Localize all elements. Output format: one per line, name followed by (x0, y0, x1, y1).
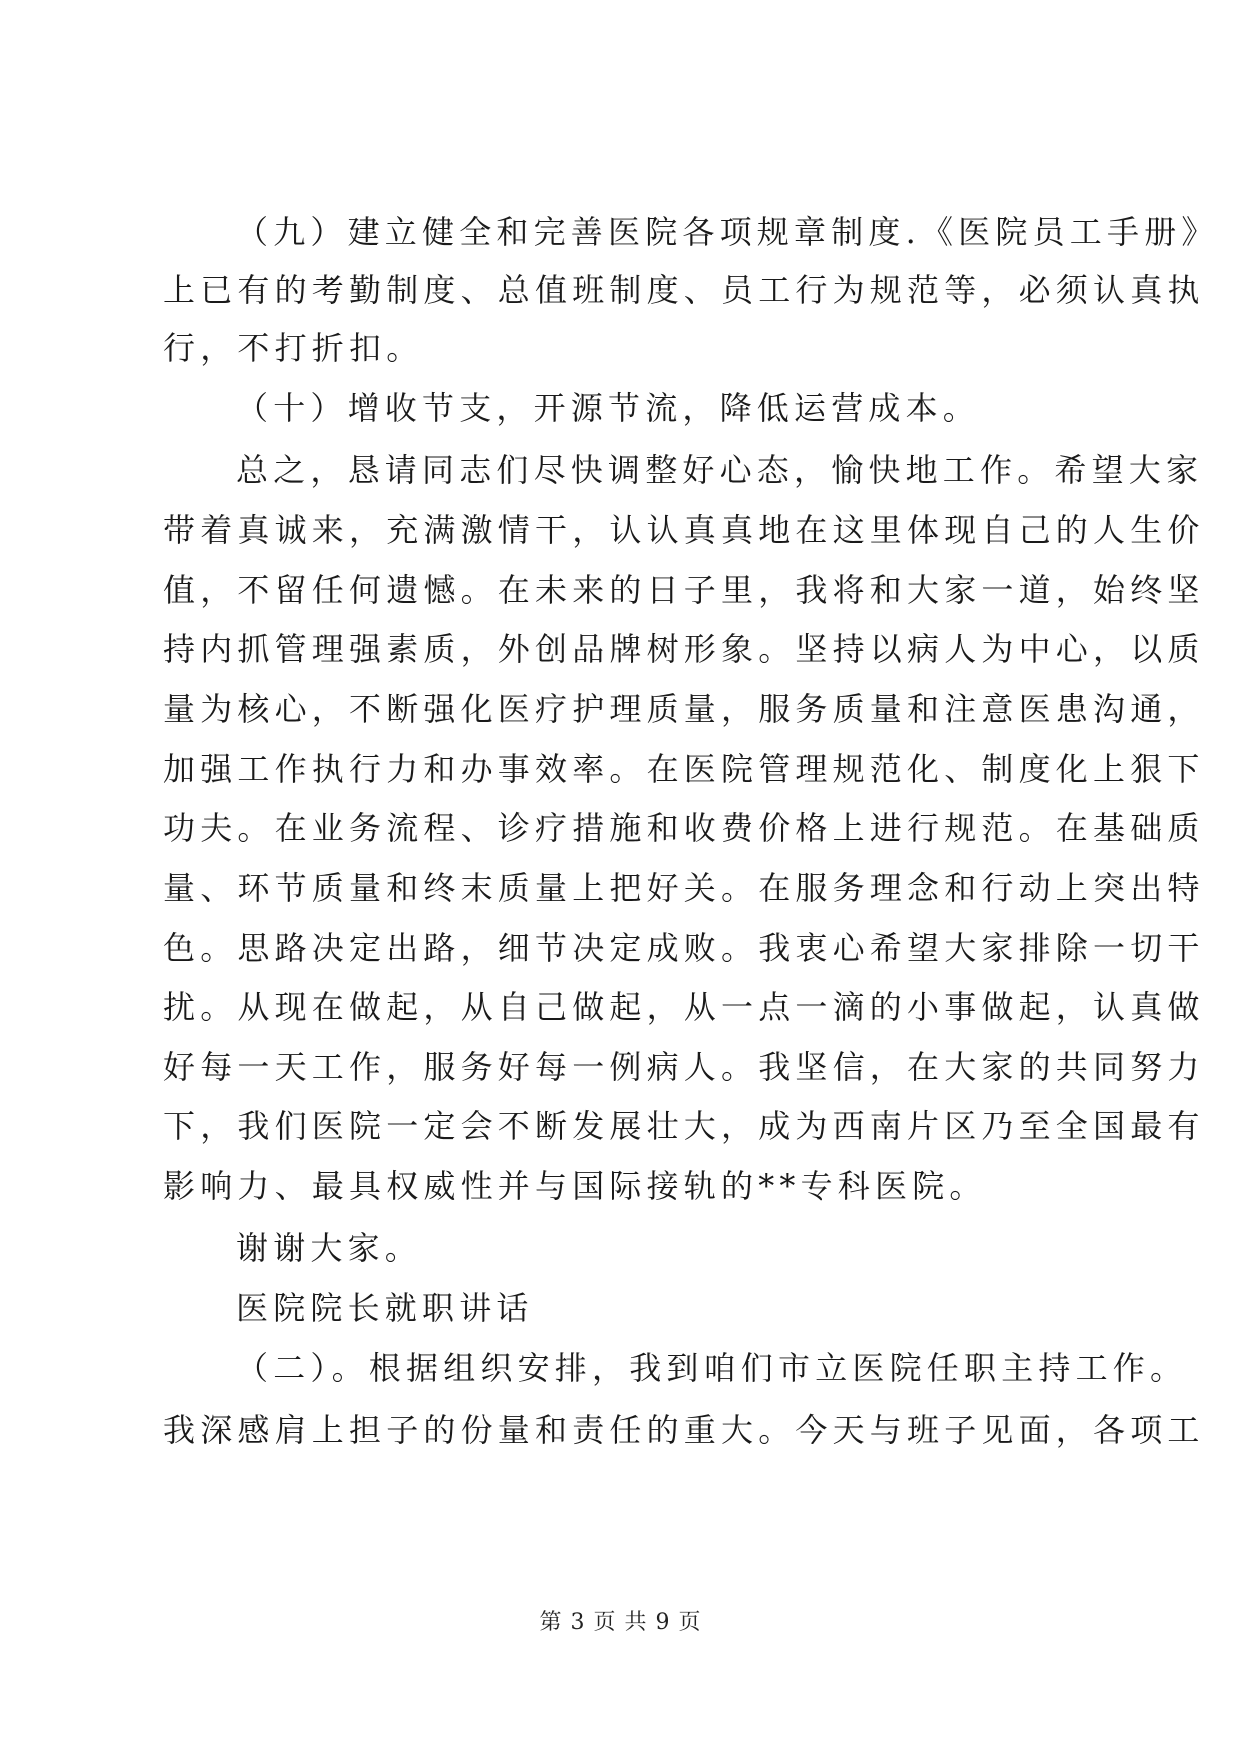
paragraph-line: 带着真诚来，充满激情干，认认真真地在这里体现自己的人生价 (163, 511, 1205, 549)
paragraph-line: 功夫。在业务流程、诊疗措施和收费价格上进行规范。在基础质 (163, 809, 1205, 847)
section-heading: 医院院长就职讲话 (236, 1289, 534, 1327)
paragraph-line: 影响力、最具权威性并与国际接轨的**专科医院。 (163, 1167, 987, 1205)
paragraph-line: 好每一天工作，服务好每一例病人。我坚信，在大家的共同努力 (163, 1048, 1205, 1086)
paragraph-line: 持内抓管理强素质，外创品牌树形象。坚持以病人为中心，以质 (163, 630, 1205, 668)
paragraph-line: 总之，恳请同志们尽快调整好心态，愉快地工作。希望大家 (236, 451, 1204, 489)
paragraph-line: 行，不打折扣。 (163, 329, 424, 367)
paragraph-line: 我深感肩上担子的份量和责任的重大。今天与班子见面，各项工 (163, 1411, 1205, 1449)
paragraph-line: 加强工作执行力和办事效率。在医院管理规范化、制度化上狠下 (163, 750, 1205, 788)
page-number-footer: 第 3 页 共 9 页 (539, 1610, 702, 1635)
paragraph-line: （十）增收节支，开源节流，降低运营成本。 (236, 389, 981, 427)
paragraph-line: 色。思路决定出路，细节决定成败。我衷心希望大家排除一切干 (163, 929, 1205, 967)
paragraph-line: 下，我们医院一定会不断发展壮大，成为西南片区乃至全国最有 (163, 1107, 1205, 1145)
paragraph-line: （九）建立健全和完善医院各项规章制度.《医院员工手册》 (236, 213, 1219, 251)
paragraph-line: 量为核心，不断强化医疗护理质量，服务质量和注意医患沟通， (163, 690, 1205, 728)
paragraph-line: 上已有的考勤制度、总值班制度、员工行为规范等，必须认真执 (163, 271, 1205, 309)
paragraph-line: 值，不留任何遗憾。在未来的日子里，我将和大家一道，始终坚 (163, 571, 1205, 609)
paragraph-line: 谢谢大家。 (236, 1229, 423, 1267)
paragraph-line: （二）。根据组织安排，我到咱们市立医院任职主持工作。 (236, 1349, 1188, 1387)
paragraph-line: 量、环节质量和终末质量上把好关。在服务理念和行动上突出特 (163, 869, 1205, 907)
paragraph-line: 扰。从现在做起，从自己做起，从一点一滴的小事做起，认真做 (163, 988, 1205, 1026)
